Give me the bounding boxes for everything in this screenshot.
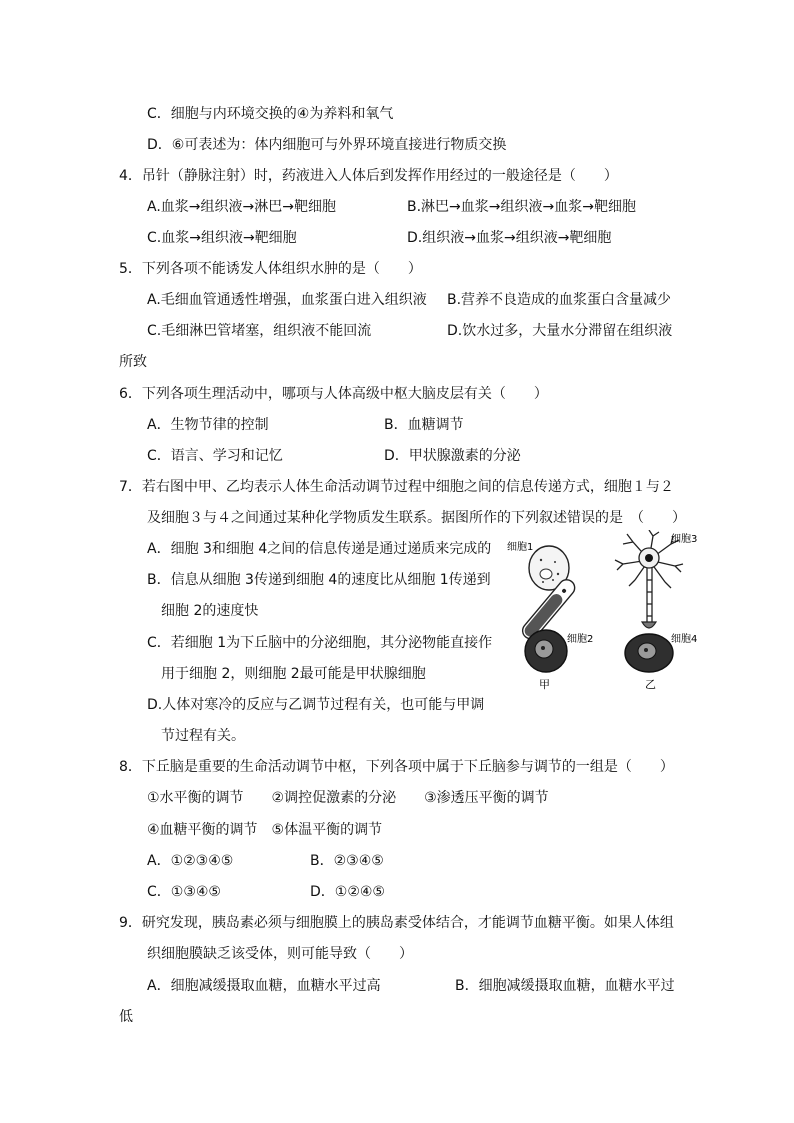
q7-stem-line1: 7．若右图中甲、乙均表示人体生命活动调节过程中细胞之间的信息传递方式，细胞１与２ — [119, 479, 674, 495]
q9-stem-line2: 织细胞膜缺乏该受体，则可能导致（ ） — [147, 946, 413, 962]
q3-option-d: D．⑥可表述为：体内细胞可与外界环境直接进行物质交换 — [147, 137, 507, 153]
cell3-label: 细胞3 — [671, 534, 698, 545]
q5-option-d: D.饮水过多，大量水分滞留在组织液 — [447, 323, 673, 339]
q4-option-c: C.血浆→组织液→靶细胞 — [147, 230, 297, 246]
q6-option-a: A．生物节律的控制 — [147, 417, 269, 433]
q9-option-b-continued: 低 — [119, 1009, 133, 1025]
q7-stem-line2: 及细胞３与４之间通过某种化学物质发生联系。据图所作的下列叙述错误的是 （ ） — [147, 510, 686, 526]
label-yi: 乙 — [645, 678, 656, 691]
q5-option-a: A.毛细血管通透性增强，血浆蛋白进入组织液 — [147, 292, 427, 308]
synapse-terminal — [642, 622, 656, 628]
q8-option-d: D．①②④⑤ — [310, 884, 385, 900]
q7-option-c-line1: C．若细胞 1为下丘脑中的分泌细胞，其分泌物能直接作 — [147, 635, 493, 651]
q9-option-b: B．细胞减缓摄取血糖，血糖水平过 — [455, 978, 675, 994]
q8-items-line1: ①水平衡的调节 ②调控促激素的分泌 ③渗透压平衡的调节 — [147, 790, 549, 806]
q5-option-c: C.毛细淋巴管堵塞，组织液不能回流 — [147, 323, 372, 339]
q8-option-c: C．①③④⑤ — [147, 884, 221, 900]
q7-option-d-line2: 节过程有关。 — [161, 728, 245, 744]
q3-option-c: C．细胞与内环境交换的④为养料和氧气 — [147, 106, 394, 122]
cell1-nucleus — [540, 569, 552, 579]
q4-stem: 4．吊针（静脉注射）时，药液进入人体后到发挥作用经过的一般途径是（ ） — [119, 168, 618, 184]
q6-option-d: D．甲状腺激素的分泌 — [384, 448, 521, 464]
q8-option-a: A．①②③④⑤ — [147, 853, 234, 869]
q4-option-a: A.血浆→组织液→淋巴→靶细胞 — [147, 199, 336, 215]
q7-option-a: A．细胞 3和细胞 4之间的信息传递是通过递质来完成的 — [147, 541, 492, 557]
q8-items-line2: ④血糖平衡的调节 ⑤体温平衡的调节 — [147, 822, 383, 838]
q4-option-d: D.组织液→血浆→组织液→靶细胞 — [407, 230, 612, 246]
q5-stem: 5．下列各项不能诱发人体组织水肿的是（ ） — [119, 261, 422, 277]
q7-option-b-line1: B．信息从细胞 3传递到细胞 4的速度比从细胞 1传递到 — [147, 572, 491, 588]
cell2-label: 细胞2 — [567, 634, 594, 645]
cell-signaling-figure — [503, 530, 708, 695]
q4-option-b: B.淋巴→血浆→组织液→血浆→靶细胞 — [407, 199, 636, 215]
q9-option-a: A．细胞减缓摄取血糖，血糖水平过高 — [147, 978, 381, 994]
cell4-label: 细胞4 — [671, 634, 698, 645]
q6-option-b: B．血糖调节 — [384, 417, 464, 433]
cell1-label: 细胞1 — [507, 542, 534, 553]
q6-option-c: C．语言、学习和记忆 — [147, 448, 283, 464]
q7-option-b-line2: 细胞 2的速度快 — [161, 603, 259, 619]
label-jia: 甲 — [539, 678, 550, 691]
q5-option-d-continued: 所致 — [119, 354, 147, 370]
q7-option-d-line1: D.人体对寒冷的反应与乙调节过程有关，也可能与甲调 — [147, 697, 485, 713]
q7-option-c-line2: 用于细胞 2，则细胞 2最可能是甲状腺细胞 — [161, 666, 426, 682]
q8-option-b: B．②③④⑤ — [310, 853, 384, 869]
q8-stem: 8．下丘脑是重要的生命活动调节中枢，下列各项中属于下丘脑参与调节的一组是（ ） — [119, 759, 674, 775]
q9-stem-line1: 9．研究发现，胰岛素必须与细胞膜上的胰岛素受体结合，才能调节血糖平衡。如果人体组 — [119, 915, 674, 931]
q6-stem: 6．下列各项生理活动中，哪项与人体高级中枢大脑皮层有关（ ） — [119, 386, 548, 402]
cell3-nucleus — [645, 554, 653, 562]
q5-option-b: B.营养不良造成的血浆蛋白含量减少 — [447, 292, 672, 308]
